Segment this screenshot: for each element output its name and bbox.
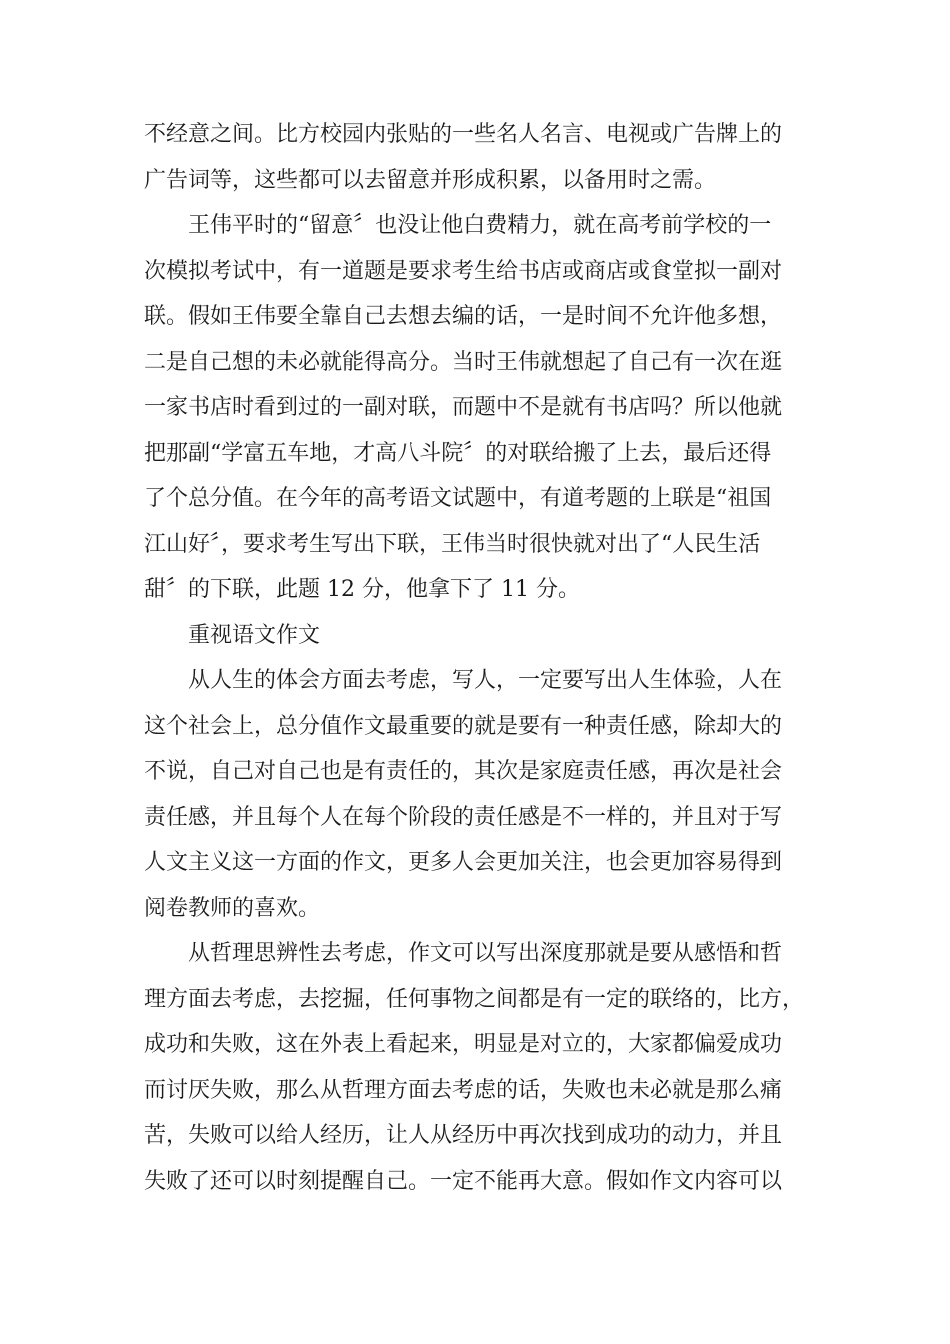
- paragraph-life-experience: [144, 658, 820, 931]
- text-line: 不说，自己对自己也是有责任的，其次是家庭责任感，再次是社会: [144, 759, 783, 784]
- text-line: 不经意之间。比方校园内张贴的一些名人名言、电视或广告牌上的: [144, 122, 783, 147]
- text-line: 苦，失败可以给人经历，让人从经历中再次找到成功的动力，并且: [144, 1123, 783, 1148]
- paragraph-wang-wei: [144, 203, 820, 613]
- text-line: 联。假如王伟要全靠自己去想去编的话，一是时间不允许他多想，: [144, 304, 783, 329]
- text-line: 一家书店时看到过的一副对联，而题中不是就有书店吗？所以他就: [144, 395, 783, 420]
- text-line: 把那副“学富五车地，才高八斗院〞的对联给搬了上去，最后还得: [144, 440, 772, 466]
- text-line: 阅卷教师的喜欢。: [144, 895, 321, 921]
- text-line: 责任感，并且每个人在每个阶段的责任感是不一样的，并且对于写: [144, 804, 783, 830]
- text-line: 这个社会上，总分值作文最重要的就是要有一种责任感，除却大的: [144, 713, 783, 739]
- paragraph-continuation: [144, 112, 820, 203]
- text-line: 理方面去考虑，去挖掘，任何事物之间都是有一定的联络的，比方，: [144, 986, 805, 1012]
- paragraph-philosophy: [144, 931, 820, 1204]
- text-line: 而讨厌失败，那么从哲理方面去考虑的话，失败也未必就是那么痛: [144, 1077, 783, 1103]
- document-body: [144, 112, 820, 1204]
- text-line: 从人生的体会方面去考虑，写人，一定要写出人生体验，人在: [188, 668, 783, 693]
- text-line: 从哲理思辨性去考虑，作文可以写出深度那就是要从感悟和哲: [188, 941, 783, 966]
- text-line: 次模拟考试中，有一道题是要求考生给书店或商店或食堂拟一副对: [144, 258, 783, 284]
- text-line: 成功和失败，这在外表上看起来，明显是对立的，大家都偏爱成功: [144, 1032, 783, 1057]
- text-line: 甜〞的下联，此题 12 分，他拿下了 11 分。: [144, 577, 580, 602]
- text-line: 二是自己想的未必就能得高分。当时王伟就想起了自己有一次在逛: [144, 349, 783, 375]
- text-line: 广告词等，这些都可以去留意并形成积累，以备用时之需。: [144, 167, 717, 193]
- text-line: 失败了还可以时刻提醒自己。一定不能再大意。假如作文内容可以: [144, 1168, 783, 1194]
- text-line: 人文主义这一方面的作文，更多人会更加关注，也会更加容易得到: [144, 850, 783, 875]
- text-line: 江山好〞，要求考生写出下联，王伟当时很快就对出了“人民生活: [144, 531, 761, 557]
- text-line: 了个总分值。在今年的高考语文试题中，有道考题的上联是“祖国: [144, 486, 772, 511]
- section-heading: [144, 613, 820, 659]
- heading-text: 重视语文作文: [188, 622, 321, 648]
- text-line: 王伟平时的“留意〞也没让他白费精力，就在高考前学校的一: [188, 213, 772, 238]
